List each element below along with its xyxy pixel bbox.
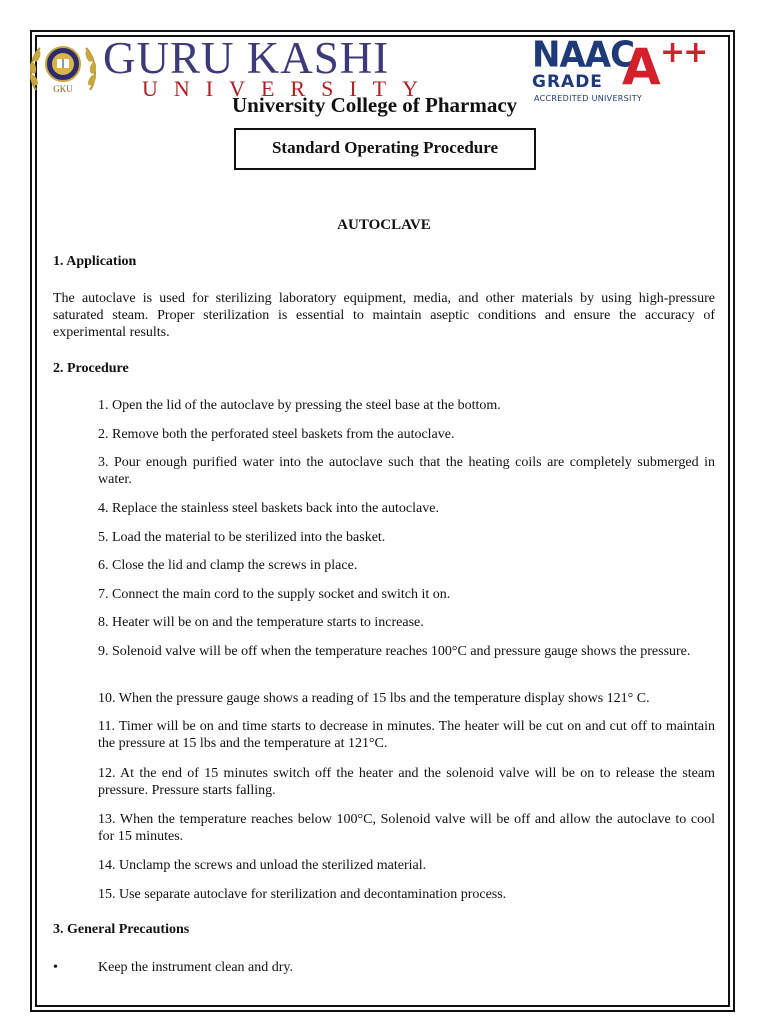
bullet-icon: •	[53, 960, 58, 975]
seal-text: GKU	[53, 84, 73, 94]
naac-accredited-label: ACCREDITED UNIVERSITY	[534, 94, 643, 103]
procedure-step: 7. Connect the main cord to the supply socket and switch it on.	[98, 587, 451, 602]
procedure-step: 14. Unclamp the screws and unload the sterilized material.	[98, 858, 427, 873]
procedure-step: 2. Remove both the perforated steel baskets from the autoclave.	[98, 427, 455, 442]
application-paragraph: The autoclave is used for sterilizing laboratory equipment, media, and other materials by using high-pressure saturated steam. Proper sterilization is essential to maintain aseptic conditions and ensure the accuracy of experimental results.	[53, 291, 715, 340]
procedure-step: 12. At the end of 15 minutes switch off the heater and the solenoid valve will be on to release the steam pressure. Pressure starts falling.	[98, 766, 715, 798]
procedure-step: 5. Load the material to be sterilized into the basket.	[98, 530, 386, 545]
precaution-item: Keep the instrument clean and dry.	[98, 960, 294, 975]
procedure-step: 1. Open the lid of the autoclave by pressing the steel base at the bottom.	[98, 398, 501, 413]
section-heading-general-precautions: 3. General Precautions	[53, 922, 190, 937]
procedure-step: 9. Solenoid valve will be off when the temperature reaches 100°C and pressure gauge shows the pressure.	[98, 644, 691, 659]
university-subtitle: UNIVERSITY	[142, 76, 434, 101]
sop-label-box: Standard Operating Procedure	[234, 128, 536, 170]
college-name: University College of Pharmacy	[232, 93, 518, 117]
document-title: AUTOCLAVE	[337, 217, 431, 233]
procedure-step: 8. Heater will be on and the temperature starts to increase.	[98, 615, 424, 630]
procedure-step: 4. Replace the stainless steel baskets back into the autoclave.	[98, 501, 439, 516]
procedure-step: 11. Timer will be on and time starts to decrease in minutes. The heater will be cut on and cut off to maintain the pressure at 15 lbs and the temperature at 121°C.	[98, 719, 715, 751]
procedure-step: 6. Close the lid and clamp the screws in place.	[98, 558, 358, 573]
procedure-step: 10. When the pressure gauge shows a reading of 15 lbs and the temperature display shows 121° C.	[98, 691, 650, 706]
naac-word: NAAC	[532, 34, 635, 76]
university-name: GURU KASHI	[103, 33, 390, 83]
naac-grade-letter: A	[622, 38, 661, 96]
section-heading-application: 1. Application	[53, 254, 137, 269]
procedure-step: 3. Pour enough purified water into the autoclave such that the heating coils are completely submerged in water.	[98, 455, 715, 487]
procedure-step: 13. When the temperature reaches below 100°C, Solenoid valve will be off and allow the autoclave to cool for 15 minutes.	[98, 812, 715, 844]
section-heading-procedure: 2. Procedure	[53, 361, 129, 376]
naac-badge	[532, 34, 712, 108]
procedure-step: 15. Use separate autoclave for sterilization and decontamination process.	[98, 887, 507, 902]
university-seal-logo	[28, 40, 98, 98]
naac-grade-label: GRADE	[532, 72, 603, 92]
naac-grade-plus: ++	[660, 35, 707, 70]
